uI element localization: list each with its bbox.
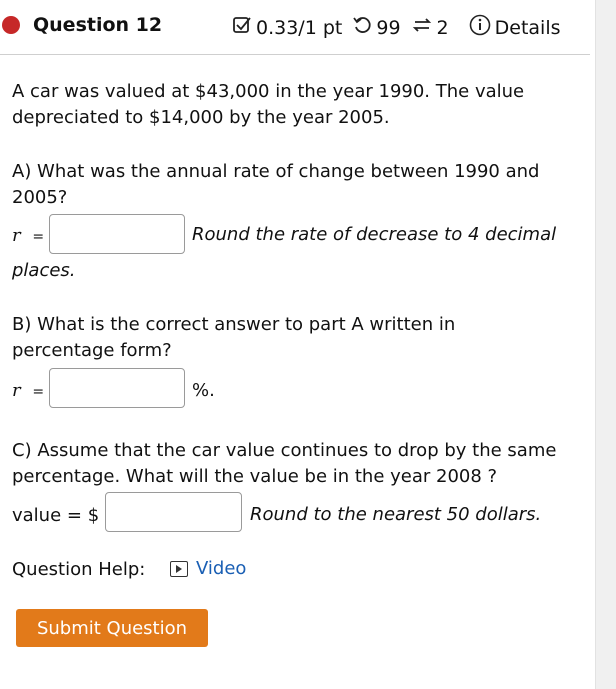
part-c-label: value = $ bbox=[12, 505, 100, 526]
percent-suffix: %. bbox=[192, 380, 215, 401]
part-a-line-2: 2005? bbox=[12, 187, 68, 208]
scrollbar[interactable] bbox=[595, 0, 616, 689]
score-text: 0.33/1 pt bbox=[256, 16, 343, 39]
problem-line-1: A car was valued at $43,000 in the year 1990. The value bbox=[12, 81, 525, 102]
part-a-question bbox=[12, 159, 539, 211]
attempts-icon bbox=[411, 15, 433, 40]
part-a-line-1: A) What was the annual rate of change between 1990 and bbox=[12, 161, 540, 182]
part-a-hint-cont: places. bbox=[12, 260, 76, 281]
part-c-line-1: C) Assume that the car value continues to drop by the same bbox=[12, 440, 557, 461]
part-a-var: r bbox=[12, 225, 21, 246]
details-button[interactable] bbox=[469, 14, 561, 41]
part-c-line-2: percentage. What will the value be in the year 2008 ? bbox=[12, 466, 498, 487]
video-link[interactable] bbox=[170, 558, 246, 579]
part-a-hint: Round the rate of decrease to 4 decimal bbox=[192, 224, 557, 245]
info-icon bbox=[469, 14, 491, 41]
part-a-eq: = bbox=[32, 229, 45, 245]
attempts-count: 2 bbox=[436, 16, 449, 39]
part-b-eq: = bbox=[32, 384, 45, 400]
question-meta bbox=[232, 14, 561, 41]
part-b-input[interactable] bbox=[49, 368, 185, 408]
part-b-question bbox=[12, 312, 455, 364]
question-header bbox=[0, 0, 590, 55]
question-title: Question 12 bbox=[33, 14, 163, 36]
retry-icon bbox=[352, 15, 372, 40]
part-c-input[interactable] bbox=[105, 492, 242, 532]
problem-line-2: depreciated to $14,000 by the year 2005. bbox=[12, 107, 390, 128]
part-b-label bbox=[12, 378, 44, 405]
video-play-icon bbox=[170, 561, 188, 577]
retries-count: 99 bbox=[376, 16, 401, 39]
part-b-line-2: percentage form? bbox=[12, 340, 172, 361]
help-label: Question Help: bbox=[12, 559, 146, 580]
part-c-hint: Round to the nearest 50 dollars. bbox=[250, 504, 542, 525]
submit-question-button[interactable]: Submit Question bbox=[16, 609, 208, 647]
part-c-question bbox=[12, 438, 556, 490]
part-a-input[interactable] bbox=[49, 214, 185, 254]
problem-text bbox=[12, 79, 524, 131]
part-b-line-1: B) What is the correct answer to part A written in bbox=[12, 314, 456, 335]
checkbox-icon bbox=[232, 15, 252, 40]
part-b-var: r bbox=[12, 380, 21, 401]
details-label: Details bbox=[494, 16, 561, 39]
status-dot bbox=[2, 16, 20, 34]
part-a-label bbox=[12, 223, 44, 250]
video-label: Video bbox=[196, 558, 247, 579]
